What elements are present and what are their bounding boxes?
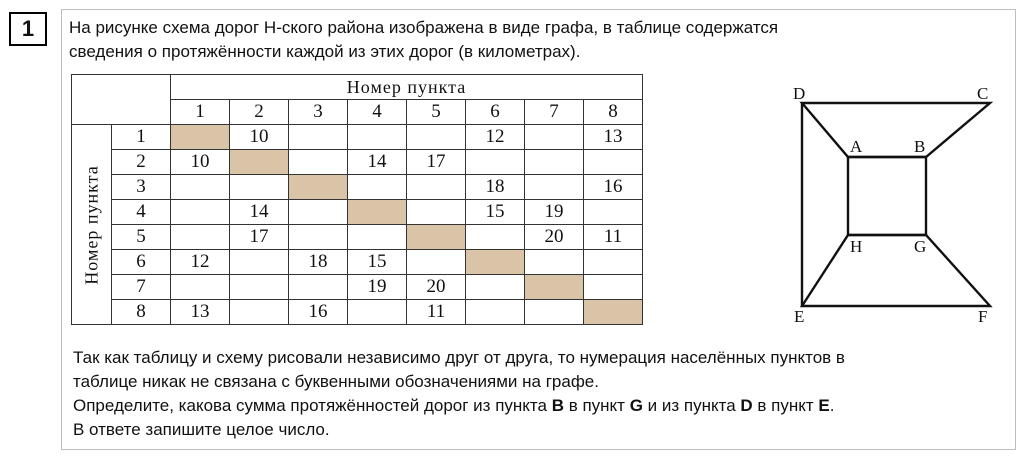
table-cell [525, 300, 584, 325]
table-row [72, 275, 643, 300]
table-cell [230, 275, 289, 300]
column-number-1: 1 [171, 100, 230, 125]
table-cell: 15 [348, 250, 407, 275]
table-row [72, 175, 643, 200]
table-cell [466, 275, 525, 300]
table-cell [289, 225, 348, 250]
table-cell [230, 175, 289, 200]
question-line-4: В ответе запишите целое число. [73, 420, 330, 439]
intro-line-2: сведения о протяжённости каждой из этих дорог (в километрах). [69, 42, 581, 61]
table-cell [348, 300, 407, 325]
row-number: 6 [112, 250, 171, 275]
diagonal-cell [348, 200, 407, 225]
table-cell: 11 [584, 225, 643, 250]
table-corner-cell [72, 75, 171, 125]
table-row [72, 225, 643, 250]
table-cell: 18 [466, 175, 525, 200]
table-cell: 12 [466, 125, 525, 150]
row-number: 8 [112, 300, 171, 325]
table-cell [525, 125, 584, 150]
row-number: 7 [112, 275, 171, 300]
table-cell: 14 [230, 200, 289, 225]
node-label-b: B [914, 137, 926, 156]
table-cell: 20 [407, 275, 466, 300]
column-number-6: 6 [466, 100, 525, 125]
table-cell [348, 225, 407, 250]
graph-labels [793, 84, 988, 326]
column-number-3: 3 [289, 100, 348, 125]
table-cell: 20 [525, 225, 584, 250]
task-intro [69, 16, 949, 64]
point-d: D [740, 396, 753, 415]
node-label-f: F [978, 307, 988, 326]
inner-square [848, 157, 926, 235]
table-cell: 10 [171, 150, 230, 175]
diagonal-cell [289, 175, 348, 200]
table-cell [289, 200, 348, 225]
table-cell [407, 200, 466, 225]
row-number: 4 [112, 200, 171, 225]
question-line-2: таблице никак не связана с буквенными обозначениями на графе. [73, 372, 599, 391]
table-cell [289, 125, 348, 150]
table-cell [348, 125, 407, 150]
table-row [72, 250, 643, 275]
question-line-1: Так как таблицу и схему рисовали независимо друг от друга, то нумерация населённых пунктов в [73, 348, 845, 367]
table-cell [525, 150, 584, 175]
row-header [72, 125, 112, 325]
table-cell: 11 [407, 300, 466, 325]
table-cell: 14 [348, 150, 407, 175]
table-cell [407, 250, 466, 275]
point-e: E [818, 396, 830, 415]
table-header-row [72, 75, 643, 100]
table-cell: 17 [230, 225, 289, 250]
table-row [72, 300, 643, 325]
table-body [72, 125, 643, 325]
table-row [72, 200, 643, 225]
table-cell [171, 200, 230, 225]
question-text: Определите, какова сумма протяжённостей дорог из пункта [73, 396, 552, 415]
column-number-7: 7 [525, 100, 584, 125]
diagonal-cell [171, 125, 230, 150]
column-header: Номер пункта [171, 75, 643, 100]
node-label-a: A [850, 137, 863, 156]
table-cell: 13 [171, 300, 230, 325]
table-cell [171, 225, 230, 250]
table-row [72, 150, 643, 175]
diagonal-cell [466, 250, 525, 275]
table-cell: 16 [584, 175, 643, 200]
table-cell [525, 250, 584, 275]
table-cell [348, 175, 407, 200]
diagonal-cell [230, 150, 289, 175]
table-cell [466, 300, 525, 325]
node-label-h: H [850, 237, 863, 256]
task-question [73, 346, 973, 442]
column-number-4: 4 [348, 100, 407, 125]
table-cell [171, 275, 230, 300]
question-line-3 [73, 394, 973, 418]
row-header-text: Номер пункта [81, 164, 101, 285]
row-number: 1 [112, 125, 171, 150]
question-text: . [829, 396, 835, 415]
column-number-5: 5 [407, 100, 466, 125]
table-cell: 15 [466, 200, 525, 225]
row-number: 5 [112, 225, 171, 250]
table-cell: 17 [407, 150, 466, 175]
row-number: 2 [112, 150, 171, 175]
table-cell: 10 [230, 125, 289, 150]
node-label-e: E [794, 307, 805, 326]
table-cell: 16 [289, 300, 348, 325]
outer-trapezoid [802, 103, 990, 157]
table-cell: 19 [348, 275, 407, 300]
table-cell [407, 175, 466, 200]
node-label-g: G [914, 237, 927, 256]
diagonal-cell [525, 275, 584, 300]
table-cell [584, 150, 643, 175]
table-cell: 18 [289, 250, 348, 275]
table-cell: 13 [584, 125, 643, 150]
diagonal-cell [584, 300, 643, 325]
table-cell [289, 150, 348, 175]
diagonal-cell [407, 225, 466, 250]
distance-table [71, 74, 643, 325]
column-number-2: 2 [230, 100, 289, 125]
point-g: G [629, 396, 643, 415]
intro-line-1: На рисунке схема дорог Н-ского района изображена в виде графа, в таблице содержатся [69, 18, 779, 37]
road-graph [780, 78, 1010, 328]
point-b: B [551, 396, 564, 415]
table-cell [584, 250, 643, 275]
table-cell: 19 [525, 200, 584, 225]
table-cell [289, 275, 348, 300]
node-label-c: C [977, 84, 989, 103]
column-number-8: 8 [584, 100, 643, 125]
task-number: 1 [21, 16, 35, 41]
node-label-d: D [793, 84, 806, 103]
question-text: и из пункта [642, 396, 741, 415]
table-cell [230, 300, 289, 325]
table-cell [230, 250, 289, 275]
table-cell [466, 225, 525, 250]
table-cell [525, 175, 584, 200]
question-text: в пункт [563, 396, 630, 415]
table-cell [584, 200, 643, 225]
table-cell: 12 [171, 250, 230, 275]
table-cell [466, 150, 525, 175]
row-number: 3 [112, 175, 171, 200]
table-cell [584, 275, 643, 300]
table-row [72, 125, 643, 150]
question-text: в пункт [752, 396, 819, 415]
graph-edges [802, 103, 990, 306]
table-cell [171, 175, 230, 200]
table-cell [407, 125, 466, 150]
bottom-trapezoid [802, 235, 990, 306]
task-number-badge [9, 12, 47, 46]
